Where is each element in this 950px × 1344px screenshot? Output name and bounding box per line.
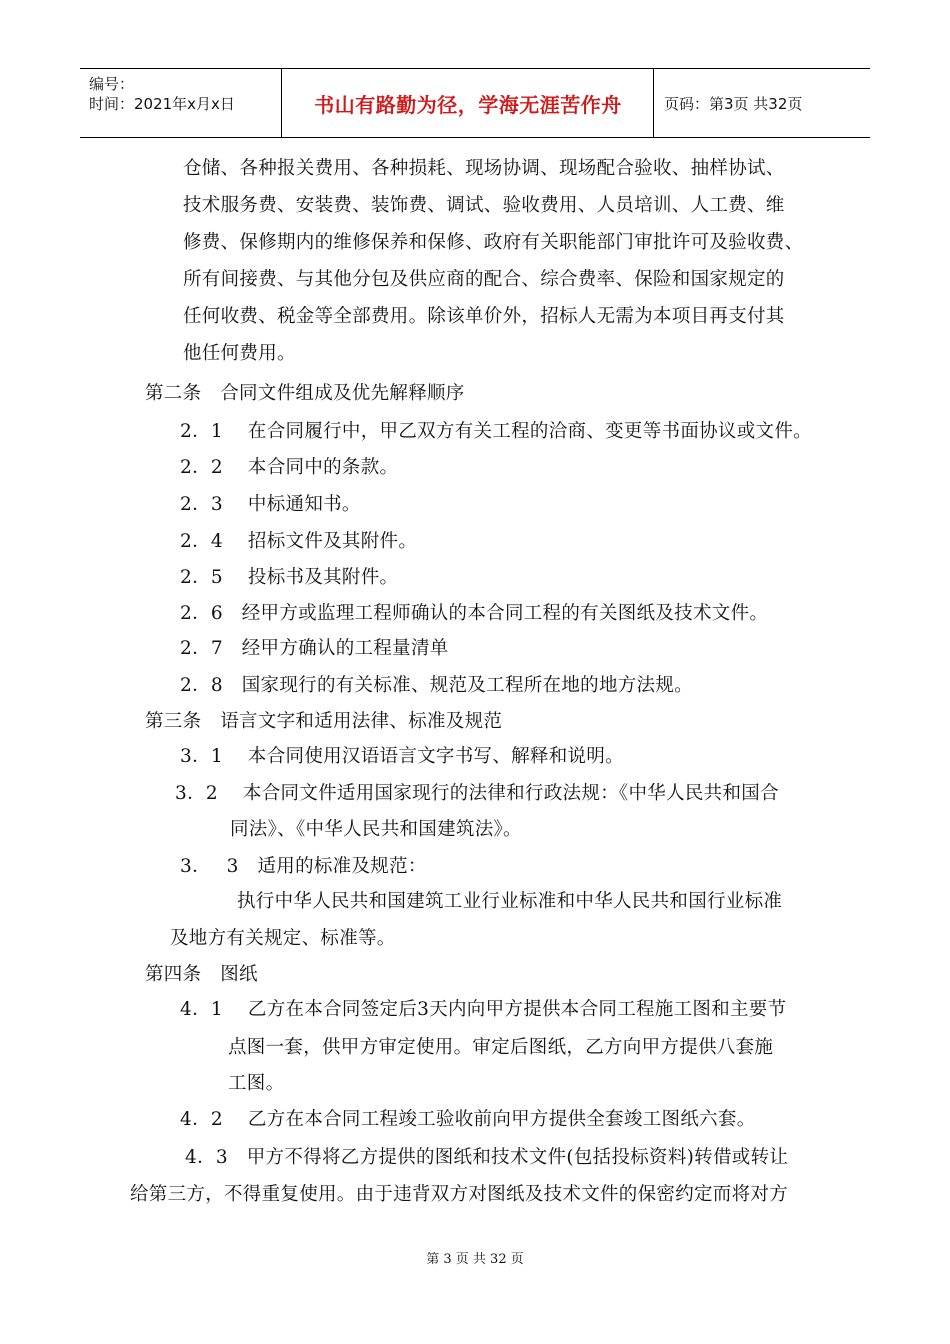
header-page-cell xyxy=(654,69,870,137)
body-line: 仓储、各种报关费用、各种损耗、现场协调、现场配合验收、抽样协试、 xyxy=(183,158,785,179)
clause-item: 3．1 本合同使用汉语语言文字书写、解释和说明。 xyxy=(180,746,624,767)
article-heading: 第三条 语言文字和适用法律、标准及规范 xyxy=(145,711,503,732)
clause-item: 2．4 招标文件及其附件。 xyxy=(180,531,418,552)
clause-item: 3．2 本合同文件适用国家现行的法律和行政法规：《中华人民共和国合 xyxy=(175,783,779,804)
article-heading: 第二条 合同文件组成及优先解释顺序 xyxy=(145,383,465,404)
body-line: 所有间接费、与其他分包及供应商的配合、综合费率、保险和国家规定的 xyxy=(183,269,785,290)
body-line: 他任何费用。 xyxy=(183,343,296,364)
header-motto-cell xyxy=(282,69,654,137)
clause-item: 4．3 甲方不得将乙方提供的图纸和技术文件(包括投标资料)转借或转让 xyxy=(185,1147,789,1168)
header-motto: 书山有路勤为径，学海无涯苦作舟 xyxy=(314,93,622,117)
clause-item: 3． 3 适用的标准及规范： xyxy=(180,856,427,877)
clause-item: 4．2 乙方在本合同工程竣工验收前向甲方提供全套竣工图纸六套。 xyxy=(180,1109,756,1130)
body-line: 及地方有关规定、标准等。 xyxy=(170,928,396,949)
body-line: 执行中华人民共和国建筑工业行业标准和中华人民共和国行业标准 xyxy=(237,891,783,912)
clause-item: 2．5 投标书及其附件。 xyxy=(180,567,399,588)
clause-continuation: 工图。 xyxy=(228,1073,285,1094)
header-info-cell xyxy=(80,69,282,137)
clause-item: 2．3 中标通知书。 xyxy=(180,494,361,515)
clause-item: 2．8 国家现行的有关标准、规范及工程所在地的地方法规。 xyxy=(180,675,693,696)
clause-item: 2．6 经甲方或监理工程师确认的本合同工程的有关图纸及技术文件。 xyxy=(180,603,769,624)
header-page-code: 页码：第3页 共32页 xyxy=(664,95,803,113)
document-header xyxy=(80,68,870,138)
clause-item: 2．7 经甲方确认的工程量清单 xyxy=(180,638,449,659)
page-footer: 第 3 页 共 32 页 xyxy=(426,1252,524,1267)
document-number-label: 编号： xyxy=(89,75,135,93)
document-date: 时间：2021年x月x日 xyxy=(89,95,235,113)
clause-continuation: 同法》、《中华人民共和国建筑法》。 xyxy=(230,819,522,840)
body-line: 技术服务费、安装费、装饰费、调试、验收费用、人员培训、人工费、维 xyxy=(183,195,785,216)
clause-item: 2．1 在合同履行中，甲乙双方有关工程的洽商、变更等书面协议或文件。 xyxy=(180,421,812,442)
clause-item: 4．1 乙方在本合同签定后3天内向甲方提供本合同工程施工图和主要节 xyxy=(180,999,787,1020)
body-line: 修费、保修期内的维修保养和保修、政府有关职能部门审批许可及验收费、 xyxy=(183,232,804,253)
body-line: 给第三方，不得重复使用。由于违背双方对图纸及技术文件的保密约定而将对方 xyxy=(130,1184,789,1205)
article-heading: 第四条 图纸 xyxy=(145,964,258,985)
clause-continuation: 点图一套，供甲方审定使用。审定后图纸，乙方向甲方提供八套施 xyxy=(228,1037,774,1058)
clause-item: 2．2 本合同中的条款。 xyxy=(180,457,399,478)
body-line: 任何收费、税金等全部费用。除该单价外，招标人无需为本项目再支付其 xyxy=(183,306,785,327)
